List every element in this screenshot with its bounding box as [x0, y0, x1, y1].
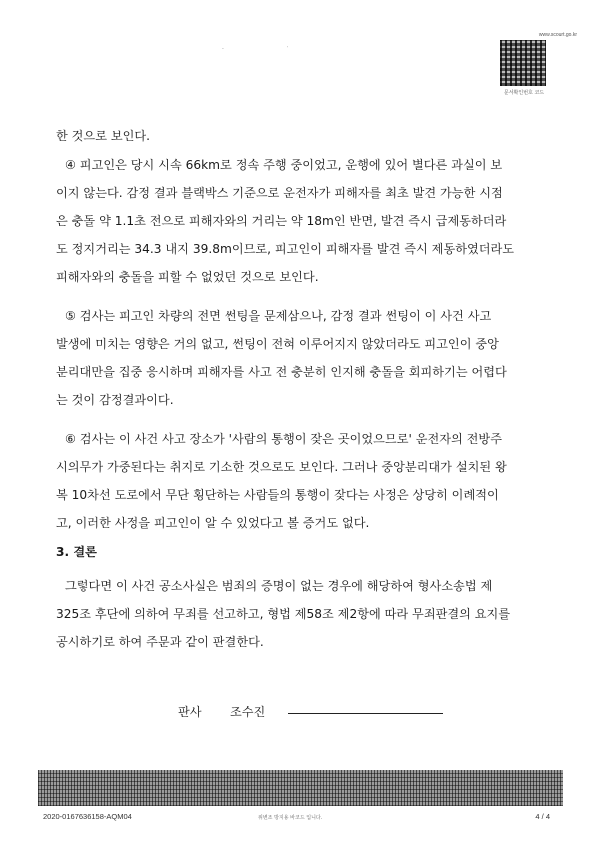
- para5-line: 는 것이 감정결과이다.: [56, 393, 174, 407]
- para4-line: 피해자와의 충돌을 피할 수 없었던 것으로 보인다.: [56, 270, 319, 284]
- document-id: 2020-0167636158-AQM04: [43, 812, 132, 821]
- conclusion-paragraph: [56, 572, 542, 656]
- conclusion-line: 공시하기로 하여 주문과 같이 판결한다.: [56, 635, 264, 649]
- para6-line: ⑥ 검사는 이 사건 사고 장소가 '사람의 통행이 잦은 곳이었으므로' 운전자의 전방주: [65, 432, 502, 446]
- para5-line: 발생에 미치는 영향은 거의 없고, 썬팅이 전혀 이루어지지 않았더라도 피고인이 중앙: [56, 337, 499, 351]
- qr-caption: 문서확인번호 코드: [503, 90, 545, 96]
- para6-line: 시의무가 가중된다는 취지로 기소한 것으로도 보인다. 그러나 중앙분리대가 설치된 왕: [56, 460, 507, 474]
- para4-line: 이지 않는다. 감정 결과 블랙박스 기준으로 운전자가 피해자를 최초 발견 가능한 시점: [56, 186, 503, 200]
- judge-name: 조수진: [230, 705, 266, 719]
- signature-line: [288, 713, 443, 714]
- conclusion-line: 325조 후단에 의하여 무죄를 선고하고, 형법 제58조 제2항에 따라 무죄판결의 요지를: [56, 607, 511, 621]
- court-url: www.scourt.go.kr: [538, 32, 577, 38]
- barcode-note: 위변조 방지용 바코드 입니다.: [258, 815, 323, 821]
- para4-line: ④ 피고인은 당시 시속 66km로 정속 주행 중이었고, 운행에 있어 별다른 과실이 보: [65, 158, 503, 172]
- para4-line: 은 충돌 약 1.1초 전으로 피해자와의 거리는 약 18m인 반면, 발견 즉시 급제동하더라: [56, 214, 507, 228]
- para6-line: 고, 이러한 사정을 피고인이 알 수 있었다고 볼 증거도 없다.: [56, 516, 370, 530]
- para4-line: 도 정지거리는 34.3 내지 39.8m이므로, 피고인이 피해자를 발견 즉시 제동하였더라도: [56, 242, 515, 256]
- qr-code-image: [500, 40, 546, 86]
- lead-line: 한 것으로 보인다.: [56, 129, 151, 143]
- scan-specks: · ˙: [222, 46, 319, 53]
- paragraph-5: [56, 302, 542, 414]
- conclusion-line: 그렇다면 이 사건 공소사실은 범죄의 증명이 없는 경우에 해당하여 형사소송법 제: [65, 579, 493, 593]
- paragraph-4: [56, 151, 542, 291]
- judge-title: 판사: [178, 705, 202, 719]
- paragraph-6: [56, 425, 542, 537]
- page-number: 4 / 4: [535, 812, 550, 821]
- lead-line-block: [56, 122, 542, 150]
- para6-line: 복 10차선 도로에서 무단 횡단하는 사람들의 통행이 잦다는 사정은 상당히 이례적이: [56, 488, 499, 502]
- para5-line: ⑤ 검사는 피고인 차량의 전면 썬팅을 문제삼으나, 감정 결과 썬팅이 이 사건 사고: [65, 309, 492, 323]
- para5-line: 분리대만을 집중 응시하며 피해자를 사고 전 충분히 인지해 충돌을 회피하기는 어렵다: [56, 365, 507, 379]
- anti-forgery-barcode: [38, 770, 563, 806]
- section-heading-conclusion: 3. 결론: [56, 545, 97, 559]
